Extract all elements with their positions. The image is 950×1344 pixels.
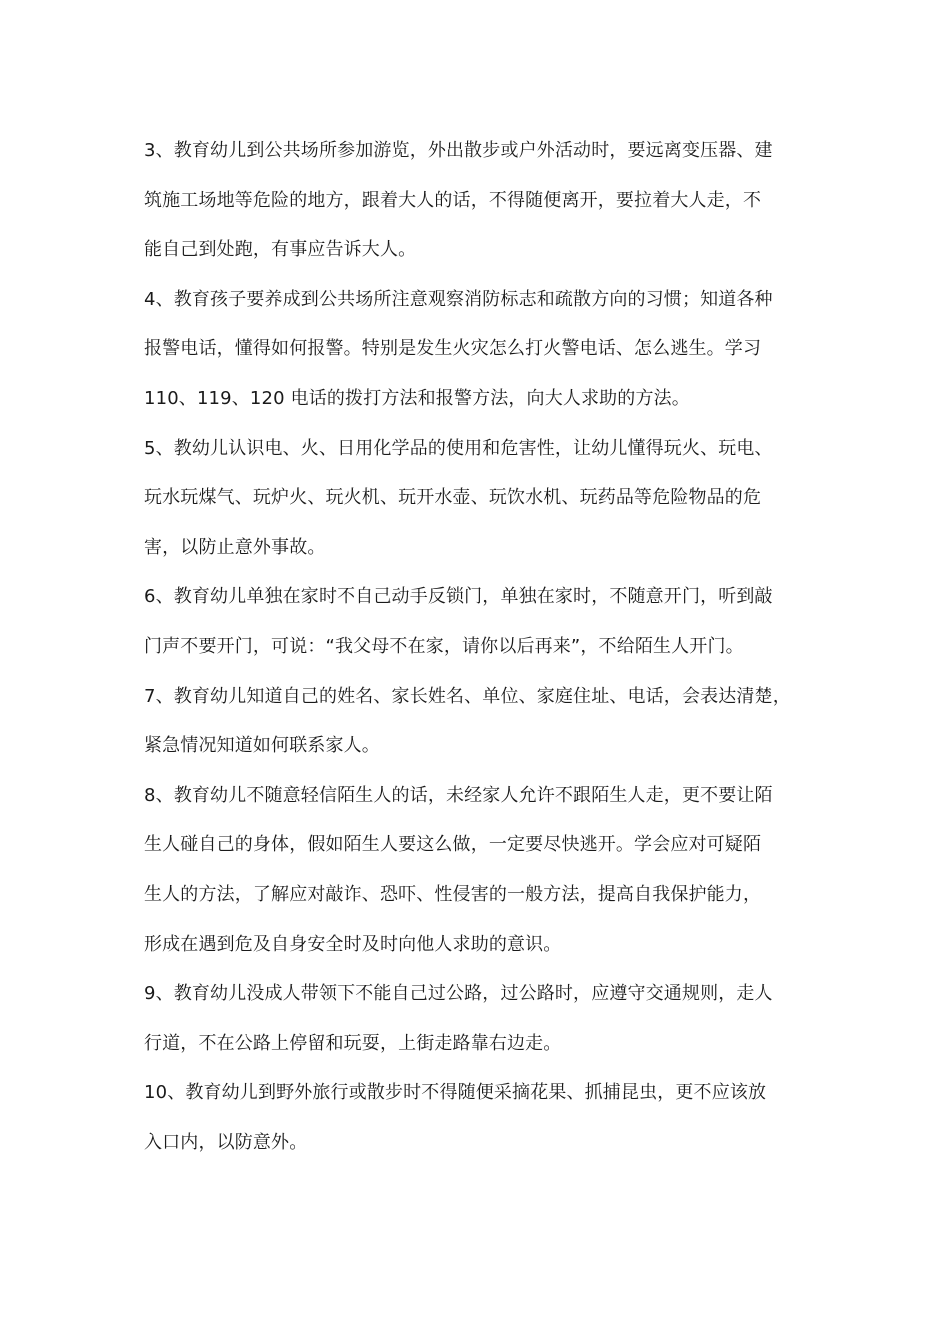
- text-line: 110、119、120 电话的拨打方法和报警方法，向大人求助的方法。: [144, 387, 690, 409]
- text-line: 玩水玩煤气、玩炉火、玩火机、玩开水壶、玩饮水机、玩药品等危险物品的危: [144, 487, 762, 509]
- text-line: 能自己到处跑，有事应告诉大人。: [144, 239, 417, 261]
- text-line: 害，以防止意外事故。: [144, 536, 326, 558]
- text-line: 6、教育幼儿单独在家时不自己动手反锁门，单独在家时，不随意开门，听到敲: [144, 586, 773, 608]
- text-line: 入口内，以防意外。: [144, 1131, 308, 1153]
- text-line: 7、教育幼儿知道自己的姓名、家长姓名、单位、家庭住址、电话，会表达清楚，: [144, 685, 791, 707]
- text-line: 9、教育幼儿没成人带领下不能自己过公路，过公路时，应遵守交通规则，走人: [144, 983, 773, 1005]
- text-line: 报警电话，懂得如何报警。特别是发生火灾怎么打火警电话、怎么逃生。学习: [144, 338, 762, 360]
- text-line: 3、教育幼儿到公共场所参加游览，外出散步或户外活动时，要远离变压器、建: [144, 140, 773, 161]
- text-line: 生人碰自己的身体，假如陌生人要这么做，一定要尽快逃开。学会应对可疑陌: [144, 834, 762, 856]
- text-line: 8、教育幼儿不随意轻信陌生人的话，未经家人允许不跟陌生人走，更不要让陌: [144, 784, 773, 806]
- text-line: 紧急情况知道如何联系家人。: [144, 735, 380, 757]
- document-body: [144, 126, 820, 1167]
- text-line: 行道，不在公路上停留和玩耍，上街走路靠右边走。: [144, 1032, 562, 1054]
- text-line: 筑施工场地等危险的地方，跟着大人的话，不得随便离开，要拉着大人走，不: [144, 189, 762, 211]
- text-line: 形成在遇到危及自身安全时及时向他人求助的意识。: [144, 933, 562, 955]
- text-line: 门声不要开门，可说：“我父母不在家，请你以后再来”，不给陌生人开门。: [144, 635, 744, 657]
- text-line: 10、教育幼儿到野外旅行或散步时不得随便采摘花果、抓捕昆虫，更不应该放: [144, 1082, 767, 1104]
- text-line: 生人的方法，了解应对敲诈、恐吓、性侵害的一般方法，提高自我保护能力，: [144, 883, 762, 905]
- text-line: 4、教育孩子要养成到公共场所注意观察消防标志和疏散方向的习惯；知道各种: [144, 288, 773, 310]
- text-line: 5、教幼儿认识电、火、日用化学品的使用和危害性，让幼儿懂得玩火、玩电、: [144, 437, 773, 459]
